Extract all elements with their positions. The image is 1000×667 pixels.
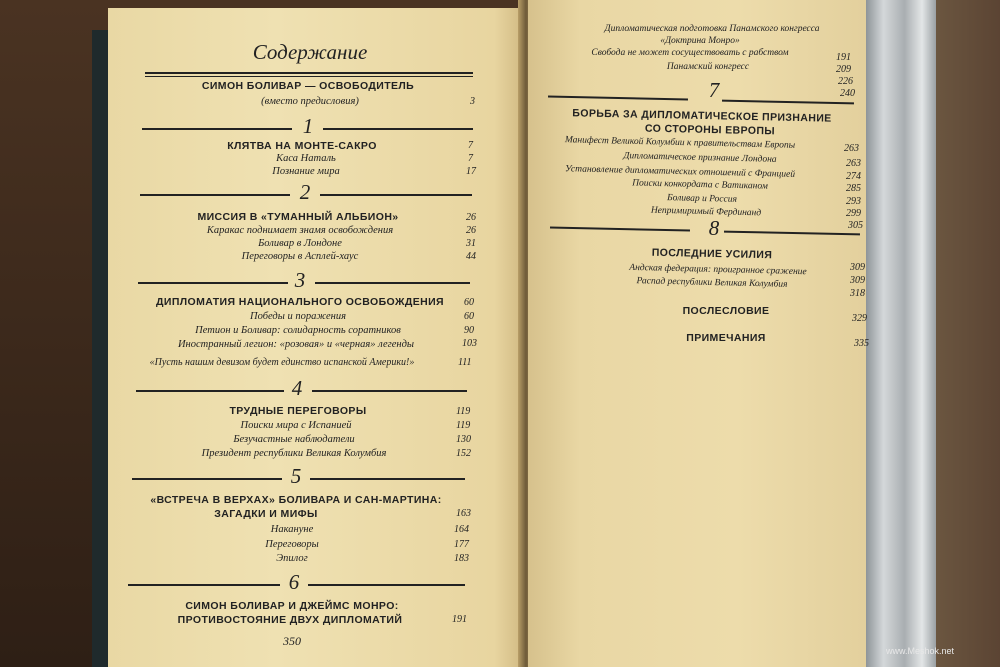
chapter-rule [128, 584, 280, 586]
chapter-heading: ЗАГАДКИ И МИФЫ [214, 508, 318, 520]
intro-subtitle: (вместо предисловия) [261, 96, 359, 107]
toc-entry: Непримиримый Фердинанд [650, 205, 762, 219]
chapter-page: 119 [456, 406, 471, 417]
chapter-heading: ПРОТИВОСТОЯНИЕ ДВУХ ДИПЛОМАТИЙ [177, 614, 403, 626]
chapter-rule [142, 128, 292, 130]
toc-page: 60 [464, 311, 474, 322]
metal-ruler [866, 0, 936, 667]
chapter-heading: СИМОН БОЛИВАР И ДЖЕЙМС МОНРО: [185, 600, 399, 612]
toc-entry: Президент республики Великая Колумбия [201, 448, 387, 459]
toc-entry: Распад республики Великая Колумбия [636, 276, 788, 290]
toc-page: 263 [844, 143, 859, 154]
toc-page: 152 [456, 448, 471, 459]
background-shadow [936, 0, 1000, 667]
toc-entry: Переговоры в Асплей-хаус [241, 251, 359, 262]
chapter-rule [323, 128, 473, 130]
toc-page: 111 [458, 357, 472, 368]
toc-entry: «Пусть нашим девизом будет единство испанской Америки!» [149, 357, 415, 368]
toc-entry: Переговоры [265, 539, 319, 550]
toc-entry: Боливар и Россия [666, 193, 738, 205]
toc-page: 329 [852, 313, 867, 324]
title-rule [145, 72, 473, 77]
toc-page: 285 [846, 183, 861, 194]
toc-page: 335 [854, 338, 869, 349]
toc-entry: Манифест Великой Колумбии к правительствам Европы [564, 135, 796, 151]
toc-entry: Накануне [270, 524, 314, 535]
toc-entry: Победы и поражения [250, 311, 346, 322]
toc-page: 274 [846, 171, 861, 182]
intro-heading: СИМОН БОЛИВАР — ОСВОБОДИТЕЛЬ [201, 80, 415, 92]
chapter-rule [136, 390, 284, 392]
chapter-number: 2 [299, 180, 311, 204]
chapter-heading: СО СТОРОНЫ ЕВРОПЫ [644, 122, 776, 138]
toc-entry: Андская федерация: проигранное сражение [629, 262, 807, 278]
chapter-number: 4 [291, 376, 303, 400]
toc-page: 293 [846, 196, 861, 207]
toc-page: 209 [836, 64, 851, 75]
toc-page: 309 [850, 275, 865, 286]
toc-page: 44 [466, 251, 476, 262]
chapter-page: 60 [464, 297, 474, 308]
chapter-page: 191 [452, 614, 467, 625]
chapter-heading: ДИПЛОМАТИЯ НАЦИОНАЛЬНОГО ОСВОБОЖДЕНИЯ [155, 296, 445, 308]
toc-page: 240 [840, 88, 855, 99]
toc-entry: Эпилог [276, 553, 308, 564]
toc-page: 226 [838, 76, 853, 87]
toc-page: 318 [850, 288, 865, 299]
page-title: Содержание [252, 40, 368, 64]
toc-page: 305 [848, 220, 863, 231]
toc-entry: Поиски мира с Испанией [240, 420, 352, 431]
notes-heading: ПРИМЕЧАНИЯ [686, 332, 766, 344]
toc-page: 26 [466, 225, 476, 236]
page-folio: 350 [283, 634, 301, 648]
toc-entry: Петион и Боливар: солидарность соратников [195, 325, 401, 336]
chapter-rule [132, 478, 282, 480]
toc-entry: Установление дипломатических отношений с Францией [564, 164, 796, 180]
toc-page: 309 [850, 262, 865, 273]
intro-page: 3 [470, 96, 475, 107]
toc-page: 299 [846, 208, 861, 219]
chapter-rule [312, 390, 467, 392]
toc-entry: Дипломатическая подготовка Панамского конгресса [604, 24, 820, 34]
toc-entry: «Доктрина Монро» [660, 36, 740, 46]
toc-page: 191 [836, 52, 851, 63]
chapter-number: 6 [288, 570, 300, 594]
chapter-number: 5 [290, 464, 302, 488]
toc-page: 263 [846, 158, 861, 169]
chapter-rule [140, 194, 290, 196]
toc-entry: Боливар в Лондоне [258, 238, 342, 249]
toc-entry: Поиски конкордата с Ватиканом [632, 178, 768, 192]
toc-entry: Познание мира [272, 166, 340, 177]
chapter-rule [138, 282, 288, 284]
chapter-rule [308, 584, 465, 586]
chapter-heading: ПОСЛЕДНИЕ УСИЛИЯ [651, 246, 773, 262]
chapter-page: 7 [468, 140, 473, 151]
watermark: www.Meshok.net [886, 646, 955, 656]
chapter-number: 1 [302, 114, 314, 138]
chapter-number: 3 [294, 268, 306, 292]
toc-page: 90 [464, 325, 474, 336]
toc-entry: Безучастные наблюдатели [233, 434, 355, 445]
chapter-heading: «ВСТРЕЧА В ВЕРХАХ» БОЛИВАРА И САН-МАРТИНА: [150, 494, 442, 506]
toc-page: 103 [462, 338, 477, 349]
toc-entry: Панамский конгресс [666, 62, 750, 72]
afterword-heading: ПОСЛЕСЛОВИЕ [682, 305, 770, 317]
toc-entry: Каса Наталь [276, 153, 336, 164]
chapter-rule [320, 194, 472, 196]
toc-page: 7 [468, 153, 473, 164]
chapter-rule [310, 478, 465, 480]
toc-page: 177 [454, 539, 469, 550]
toc-page: 130 [456, 434, 471, 445]
chapter-rule [315, 282, 470, 284]
chapter-number: 8 [708, 216, 720, 240]
chapter-page: 163 [456, 508, 471, 519]
toc-page: 183 [454, 553, 469, 564]
chapter-heading: ТРУДНЫЕ ПЕРЕГОВОРЫ [229, 405, 367, 417]
chapter-heading: КЛЯТВА НА МОНТЕ-САКРО [227, 140, 377, 152]
toc-entry: Иностранный легион: «розовая» и «черная» легенды [177, 339, 415, 350]
toc-page: 31 [466, 238, 476, 249]
chapter-heading: МИССИЯ В «ТУМАННЫЙ АЛЬБИОН» [197, 211, 399, 223]
toc-page: 17 [466, 166, 476, 177]
toc-page: 164 [454, 524, 469, 535]
chapter-page: 26 [466, 212, 476, 223]
toc-entry: Дипломатическое признание Лондона [623, 151, 777, 165]
toc-page: 119 [456, 420, 471, 431]
toc-entry: Каракас поднимает знамя освобождения [206, 225, 394, 236]
chapter-number: 7 [708, 78, 720, 102]
toc-entry: Свобода не может сосуществовать с рабством [591, 48, 789, 58]
chapter-heading: БОРЬБА ЗА ДИПЛОМАТИЧЕСКОЕ ПРИЗНАНИЕ [572, 107, 832, 125]
